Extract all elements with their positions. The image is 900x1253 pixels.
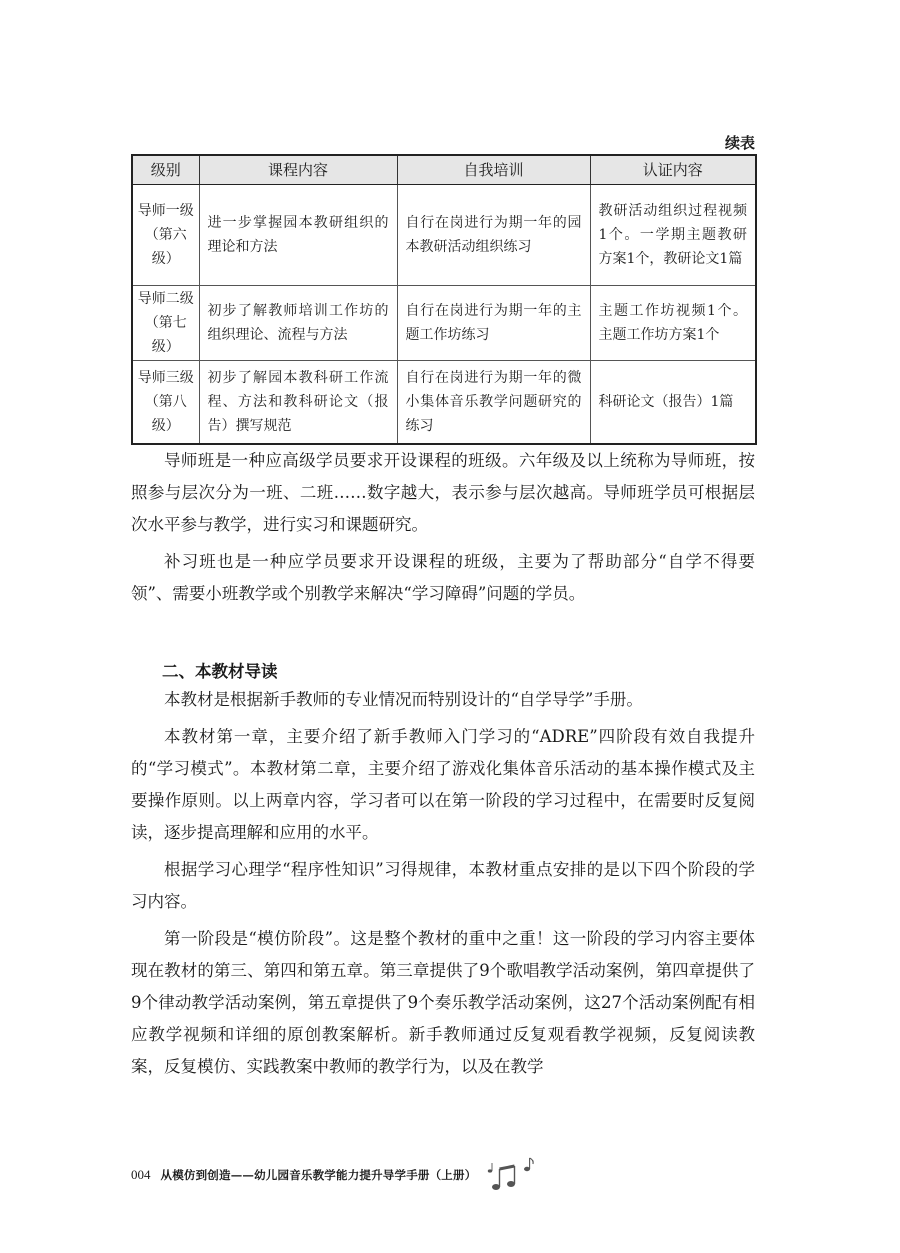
body-paragraph: 根据学习心理学“程序性知识”习得规律，本教材重点安排的是以下四个阶段的学习内容。 <box>131 860 755 911</box>
certification-cell: 主题工作坊视频1个。主题工作坊方案1个 <box>590 286 756 361</box>
content-cell: 进一步掌握园本教研组织的理论和方法 <box>199 185 397 286</box>
table-header-row <box>132 155 756 185</box>
content-cell: 初步了解教师培训工作坊的组织理论、流程与方法 <box>199 286 397 361</box>
level-cell: 导师二级（第七级） <box>132 286 199 361</box>
continued-label: 续表 <box>724 134 755 152</box>
section-text-block <box>131 684 755 1088</box>
section-heading: 二、本教材导读 <box>162 662 278 681</box>
certification-cell: 教研活动组织过程视频1个。一学期主题教研方案1个，教研论文1篇 <box>590 185 756 286</box>
certification-cell: 科研论文（报告）1篇 <box>590 361 756 445</box>
course-level-table <box>131 154 757 445</box>
body-paragraph: 补习班也是一种应学员要求开设课程的班级，主要为了帮助部分“自学不得要领”、需要小班教学或个别教学来解决“学习障碍”问题的学员。 <box>131 552 755 603</box>
body-paragraph: 本教材第一章，主要介绍了新手教师入门学习的“ADRE”四阶段有效自我提升的“学习模式”。本教材第二章，主要介绍了游戏化集体音乐活动的基本操作模式及主要操作原则。以上两章内容，学习者可以在第一阶段的学习过程中，在需要时反复阅读，逐步提高理解和应用的水平。 <box>131 727 755 842</box>
header-certification: 认证内容 <box>590 155 756 185</box>
book-title: 从模仿到创造——幼儿园音乐教学能力提升导学手册（上册） <box>160 1168 477 1182</box>
header-level: 级别 <box>132 155 199 185</box>
body-paragraph: 导师班是一种应高级学员要求开设课程的班级。六年级及以上统称为导师班，按照参与层次分为一班、二班……数字越大，表示参与层次越高。导师班学员可根据层次水平参与教学，进行实习和课题研究。 <box>131 451 755 534</box>
music-notes-icon <box>484 1155 540 1195</box>
header-course-content: 课程内容 <box>199 155 397 185</box>
intro-text-block <box>131 445 755 615</box>
level-cell: 导师一级（第六级） <box>132 185 199 286</box>
self-training-cell: 自行在岗进行为期一年的园本教研活动组织练习 <box>397 185 590 286</box>
body-paragraph: 第一阶段是“模仿阶段”。这是整个教材的重中之重！这一阶段的学习内容主要体现在教材的第三、第四和第五章。第三章提供了9个歌唱教学活动案例，第四章提供了9个律动教学活动案例，第五章提供了9个奏乐教学活动案例，这27个活动案例配有相应教学视频和详细的原创教案解析。新手教师通过反复观看教学视频，反复阅读教案，反复模仿、实践教案中教师的教学行为，以及在教学 <box>131 929 755 1076</box>
self-training-cell: 自行在岗进行为期一年的微小集体音乐教学问题研究的练习 <box>397 361 590 445</box>
content-cell: 初步了解园本教科研工作流程、方法和教科研论文（报告）撰写规范 <box>199 361 397 445</box>
level-cell: 导师三级（第八级） <box>132 361 199 445</box>
self-training-cell: 自行在岗进行为期一年的主题工作坊练习 <box>397 286 590 361</box>
table-row <box>132 286 756 361</box>
table-row <box>132 361 756 445</box>
table-row <box>132 185 756 286</box>
page-number: 004 <box>131 1167 151 1182</box>
page-footer <box>131 1155 540 1195</box>
header-self-training: 自我培训 <box>397 155 590 185</box>
body-paragraph: 本教材是根据新手教师的专业情况而特别设计的“自学导学”手册。 <box>164 690 643 709</box>
